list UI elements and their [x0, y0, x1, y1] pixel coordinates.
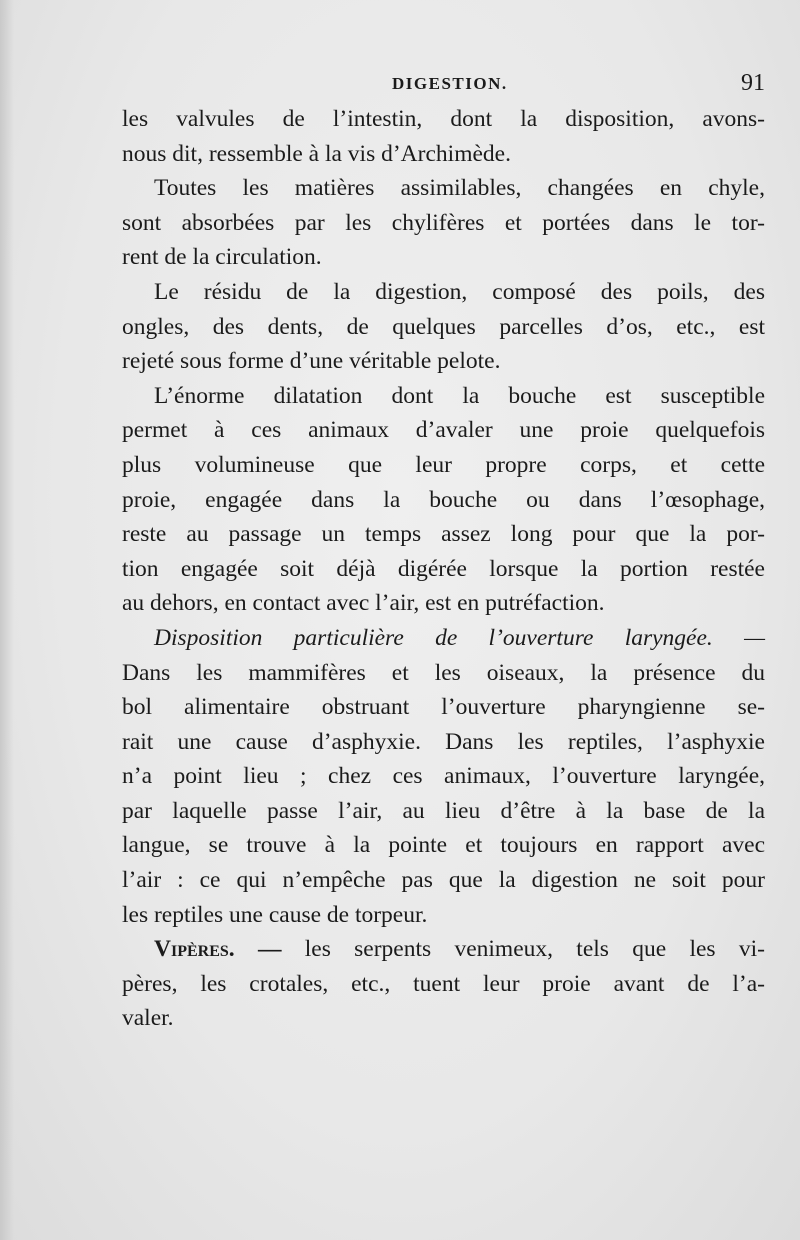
text-line: Toutes les matières assimilables, changées en chyle,	[154, 175, 765, 202]
text-line: sont absorbées par les chylifères et portées dans le tor-	[122, 209, 765, 236]
text-line: nous dit, ressemble à la vis d’Archimède.	[122, 140, 511, 167]
text-line: proie, engagée dans la bouche ou dans l’œsophage,	[122, 486, 765, 513]
text-line: pères, les crotales, etc., tuent leur proie avant de l’a-	[122, 970, 765, 997]
text-line: langue, se trouve à la pointe et toujours en rapport avec	[122, 832, 765, 859]
text-line: l’air : ce qui n’empêche pas que la digestion ne soit pour	[122, 867, 765, 894]
text-line: Dans les mammifères et les oiseaux, la présence du	[122, 659, 765, 686]
text-line: L’énorme dilatation dont la bouche est susceptible	[154, 382, 765, 409]
running-head: DIGESTION.	[392, 74, 508, 93]
text-segment: les serpents venimeux, tels que les vi-	[304, 936, 765, 963]
text-line: les reptiles une cause de torpeur.	[122, 901, 428, 928]
text-line-vipers	[122, 932, 765, 967]
text-line: valer.	[122, 1005, 174, 1032]
text-line: Le résidu de la digestion, composé des poils, des	[154, 278, 765, 305]
text-line: par laquelle passe l’air, au lieu d’être à la base de la	[122, 797, 765, 824]
page-edge-shadow	[0, 0, 14, 1240]
text-line: reste au passage un temps assez long pour que la por-	[122, 521, 765, 548]
text-line: tion engagée soit déjà digérée lorsque la portion restée	[122, 555, 765, 582]
text-line: rejeté sous forme d’une véritable pelote.	[122, 348, 501, 375]
text-line: bol alimentaire obstruant l’ouverture pharyngienne se-	[122, 694, 765, 721]
text-line: les valvules de l’intestin, dont la disposition, avons-	[122, 106, 765, 132]
text-line: au dehors, en contact avec l’air, est en putréfaction.	[122, 590, 605, 617]
section-heading-laryngeal: Disposition particulière de l’ouverture laryngée. —	[154, 624, 765, 651]
page-number: 91	[741, 70, 765, 96]
text-line: plus volumineuse que leur propre corps, et cette	[122, 451, 765, 478]
text-line: rait une cause d’asphyxie. Dans les reptiles, l’asphyxie	[122, 728, 765, 755]
section-heading-vipers: Vipères. —	[154, 936, 305, 963]
text-line: rent de la circulation.	[122, 244, 322, 271]
body-text	[122, 102, 765, 1036]
text-line: n’a point lieu ; chez ces animaux, l’ouverture laryngée,	[122, 763, 765, 790]
text-line: ongles, des dents, de quelques parcelles d’os, etc., est	[122, 313, 765, 340]
text-line: permet à ces animaux d’avaler une proie quelquefois	[122, 417, 765, 444]
page-header	[122, 70, 765, 104]
